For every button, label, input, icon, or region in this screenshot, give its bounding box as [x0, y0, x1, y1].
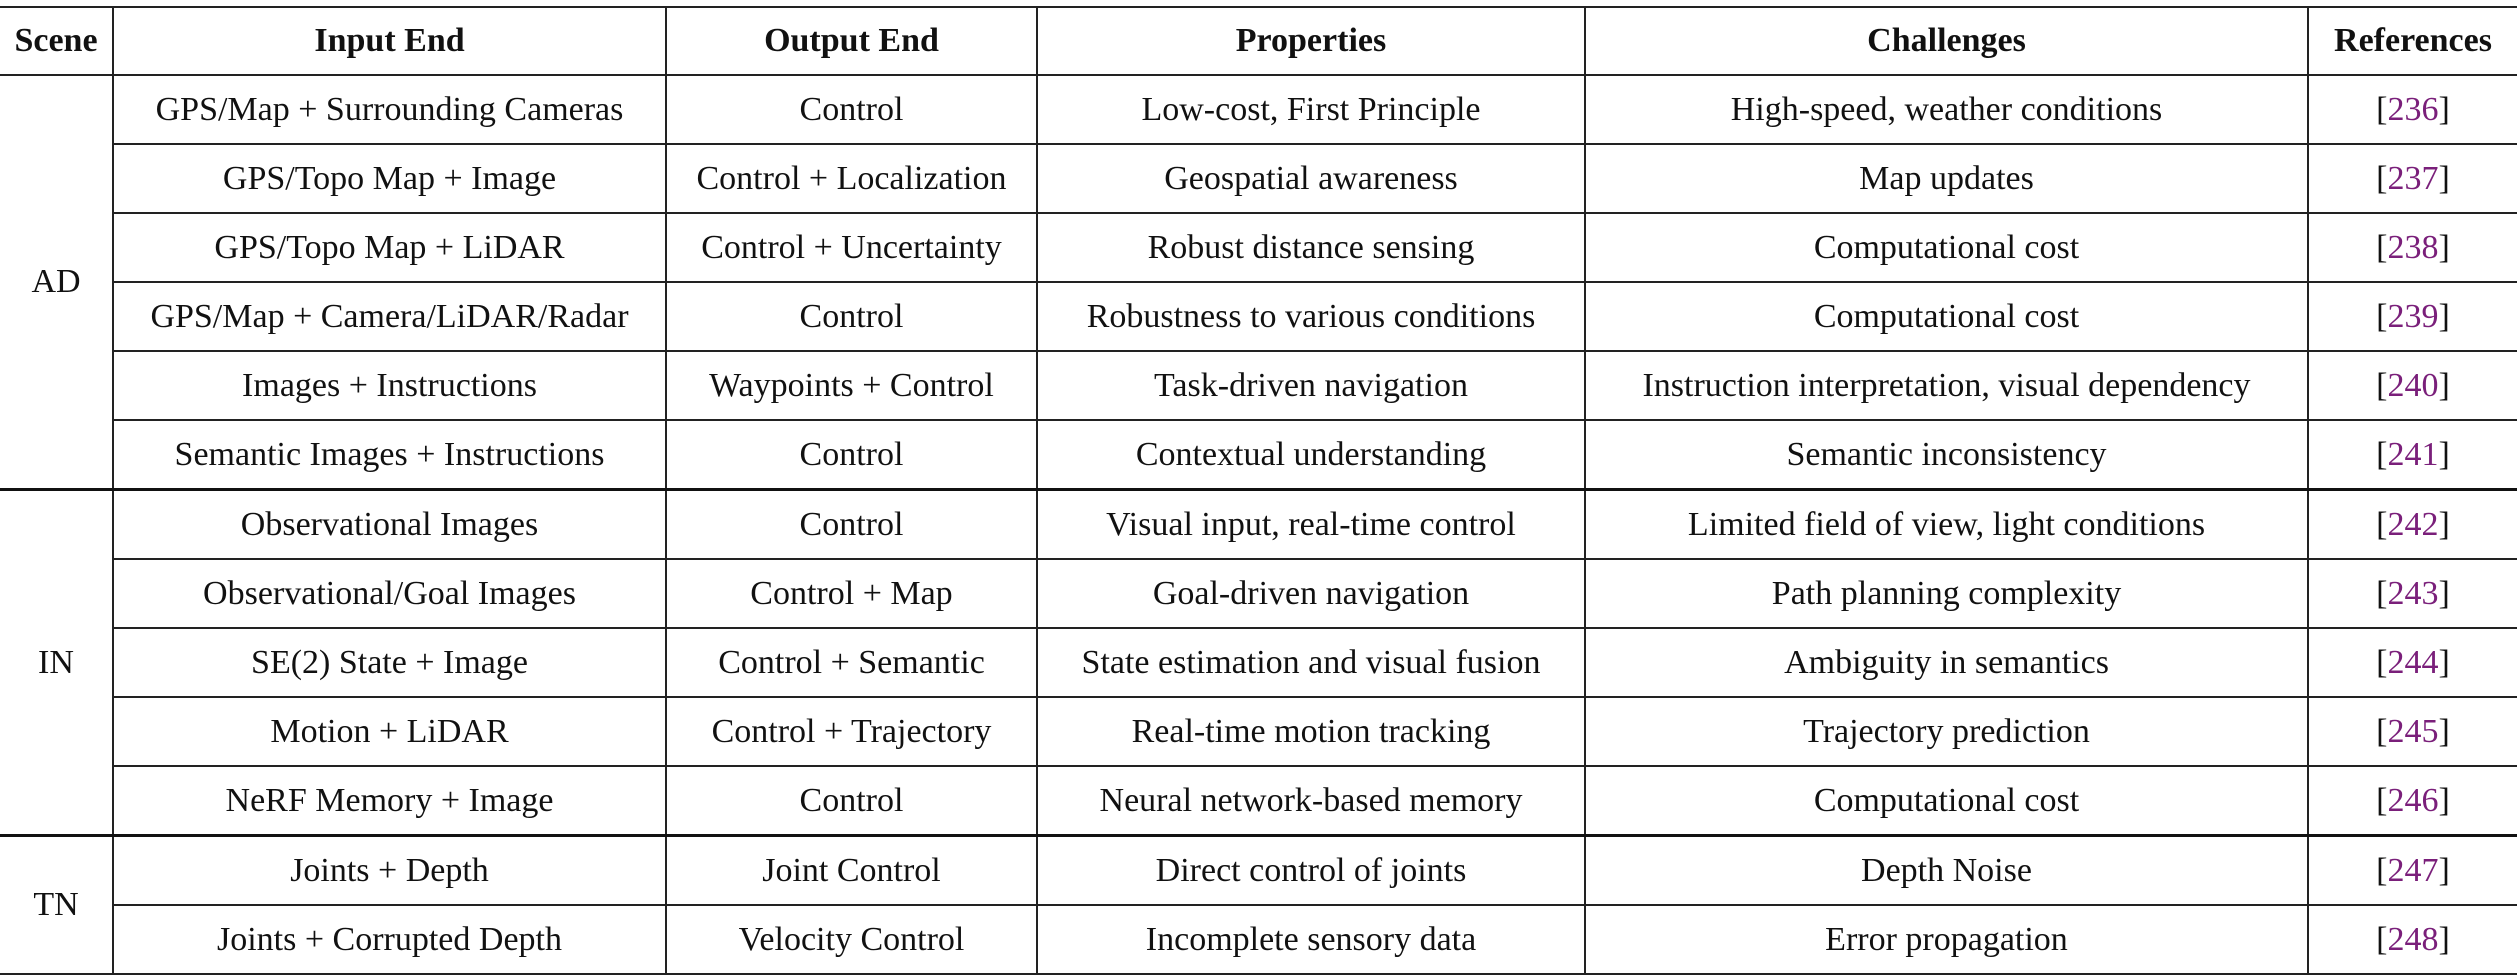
properties-cell: Task-driven navigation [1037, 351, 1585, 420]
table-row [0, 144, 2517, 213]
reference-link[interactable]: 236 [2387, 90, 2439, 128]
open-bracket: [ [2376, 851, 2388, 889]
close-bracket: ] [2438, 574, 2450, 612]
reference-cell [2308, 490, 2517, 560]
output-end-cell: Control + Localization [666, 144, 1037, 213]
open-bracket: [ [2376, 435, 2388, 473]
challenges-cell: Semantic inconsistency [1585, 420, 2308, 490]
challenges-cell: Ambiguity in semantics [1585, 628, 2308, 697]
input-end-cell: GPS/Topo Map + Image [113, 144, 666, 213]
close-bracket: ] [2438, 228, 2450, 266]
header-challenges: Challenges [1585, 7, 2308, 75]
challenges-cell: Computational cost [1585, 282, 2308, 351]
open-bracket: [ [2376, 781, 2388, 819]
header-input-end: Input End [113, 7, 666, 75]
reference-cell [2308, 351, 2517, 420]
table-row [0, 420, 2517, 490]
reference-cell [2308, 905, 2517, 974]
header-references: References [2308, 7, 2517, 75]
comparison-table [0, 6, 2517, 975]
close-bracket: ] [2438, 366, 2450, 404]
input-end-cell: Observational Images [113, 490, 666, 560]
reference-cell [2308, 75, 2517, 144]
table-row [0, 75, 2517, 144]
input-end-cell: SE(2) State + Image [113, 628, 666, 697]
close-bracket: ] [2438, 920, 2450, 958]
properties-cell: Goal-driven navigation [1037, 559, 1585, 628]
challenges-cell: Computational cost [1585, 213, 2308, 282]
table-row [0, 351, 2517, 420]
close-bracket: ] [2438, 90, 2450, 128]
challenges-cell: Depth Noise [1585, 836, 2308, 906]
table-row [0, 766, 2517, 836]
challenges-cell: Limited field of view, light conditions [1585, 490, 2308, 560]
table-row [0, 282, 2517, 351]
input-end-cell: Semantic Images + Instructions [113, 420, 666, 490]
properties-cell: Contextual understanding [1037, 420, 1585, 490]
close-bracket: ] [2438, 297, 2450, 335]
properties-cell: Robustness to various conditions [1037, 282, 1585, 351]
reference-link[interactable]: 241 [2387, 435, 2439, 473]
reference-cell [2308, 697, 2517, 766]
input-end-cell: Images + Instructions [113, 351, 666, 420]
reference-link[interactable]: 237 [2387, 159, 2439, 197]
input-end-cell: GPS/Topo Map + LiDAR [113, 213, 666, 282]
challenges-cell: Instruction interpretation, visual dependency [1585, 351, 2308, 420]
reference-cell [2308, 836, 2517, 906]
reference-cell [2308, 559, 2517, 628]
output-end-cell: Control + Map [666, 559, 1037, 628]
table-row [0, 905, 2517, 974]
open-bracket: [ [2376, 159, 2388, 197]
close-bracket: ] [2438, 643, 2450, 681]
header-properties: Properties [1037, 7, 1585, 75]
header-output-end: Output End [666, 7, 1037, 75]
reference-link[interactable]: 248 [2387, 920, 2439, 958]
open-bracket: [ [2376, 712, 2388, 750]
open-bracket: [ [2376, 366, 2388, 404]
properties-cell: State estimation and visual fusion [1037, 628, 1585, 697]
input-end-cell: Joints + Corrupted Depth [113, 905, 666, 974]
output-end-cell: Control + Uncertainty [666, 213, 1037, 282]
close-bracket: ] [2438, 712, 2450, 750]
reference-link[interactable]: 244 [2387, 643, 2439, 681]
table-row [0, 490, 2517, 560]
output-end-cell: Control + Trajectory [666, 697, 1037, 766]
output-end-cell: Control [666, 75, 1037, 144]
close-bracket: ] [2438, 505, 2450, 543]
reference-cell [2308, 420, 2517, 490]
table-row [0, 836, 2517, 906]
output-end-cell: Control [666, 420, 1037, 490]
open-bracket: [ [2376, 574, 2388, 612]
open-bracket: [ [2376, 505, 2388, 543]
challenges-cell: Error propagation [1585, 905, 2308, 974]
properties-cell: Incomplete sensory data [1037, 905, 1585, 974]
scene-cell: TN [0, 836, 113, 975]
header-scene: Scene [0, 7, 113, 75]
reference-link[interactable]: 242 [2387, 505, 2439, 543]
input-end-cell: Joints + Depth [113, 836, 666, 906]
reference-cell [2308, 628, 2517, 697]
input-end-cell: Observational/Goal Images [113, 559, 666, 628]
close-bracket: ] [2438, 781, 2450, 819]
properties-cell: Geospatial awareness [1037, 144, 1585, 213]
input-end-cell: NeRF Memory + Image [113, 766, 666, 836]
table-body [0, 75, 2517, 974]
input-end-cell: GPS/Map + Camera/LiDAR/Radar [113, 282, 666, 351]
challenges-cell: Computational cost [1585, 766, 2308, 836]
challenges-cell: Path planning complexity [1585, 559, 2308, 628]
output-end-cell: Control [666, 282, 1037, 351]
properties-cell: Real-time motion tracking [1037, 697, 1585, 766]
table-row [0, 213, 2517, 282]
close-bracket: ] [2438, 851, 2450, 889]
challenges-cell: Trajectory prediction [1585, 697, 2308, 766]
output-end-cell: Control + Semantic [666, 628, 1037, 697]
reference-cell [2308, 282, 2517, 351]
input-end-cell: GPS/Map + Surrounding Cameras [113, 75, 666, 144]
open-bracket: [ [2376, 297, 2388, 335]
challenges-cell: Map updates [1585, 144, 2308, 213]
properties-cell: Direct control of joints [1037, 836, 1585, 906]
reference-link[interactable]: 247 [2387, 851, 2439, 889]
output-end-cell: Control [666, 490, 1037, 560]
scene-cell: IN [0, 490, 113, 836]
table-row [0, 559, 2517, 628]
table-row [0, 697, 2517, 766]
reference-link[interactable]: 245 [2387, 712, 2439, 750]
output-end-cell: Waypoints + Control [666, 351, 1037, 420]
output-end-cell: Control [666, 766, 1037, 836]
output-end-cell: Velocity Control [666, 905, 1037, 974]
challenges-cell: High-speed, weather conditions [1585, 75, 2308, 144]
open-bracket: [ [2376, 920, 2388, 958]
input-end-cell: Motion + LiDAR [113, 697, 666, 766]
properties-cell: Robust distance sensing [1037, 213, 1585, 282]
table-header [0, 7, 2517, 75]
reference-link[interactable]: 246 [2387, 781, 2439, 819]
output-end-cell: Joint Control [666, 836, 1037, 906]
reference-link[interactable]: 240 [2387, 366, 2439, 404]
reference-link[interactable]: 239 [2387, 297, 2439, 335]
open-bracket: [ [2376, 228, 2388, 266]
reference-link[interactable]: 238 [2387, 228, 2439, 266]
scene-cell: AD [0, 75, 113, 490]
reference-cell [2308, 213, 2517, 282]
close-bracket: ] [2438, 435, 2450, 473]
close-bracket: ] [2438, 159, 2450, 197]
properties-cell: Low-cost, First Principle [1037, 75, 1585, 144]
table-row [0, 628, 2517, 697]
open-bracket: [ [2376, 643, 2388, 681]
properties-cell: Neural network-based memory [1037, 766, 1585, 836]
reference-link[interactable]: 243 [2387, 574, 2439, 612]
properties-cell: Visual input, real-time control [1037, 490, 1585, 560]
open-bracket: [ [2376, 90, 2388, 128]
reference-cell [2308, 144, 2517, 213]
reference-cell [2308, 766, 2517, 836]
header-row [0, 7, 2517, 75]
